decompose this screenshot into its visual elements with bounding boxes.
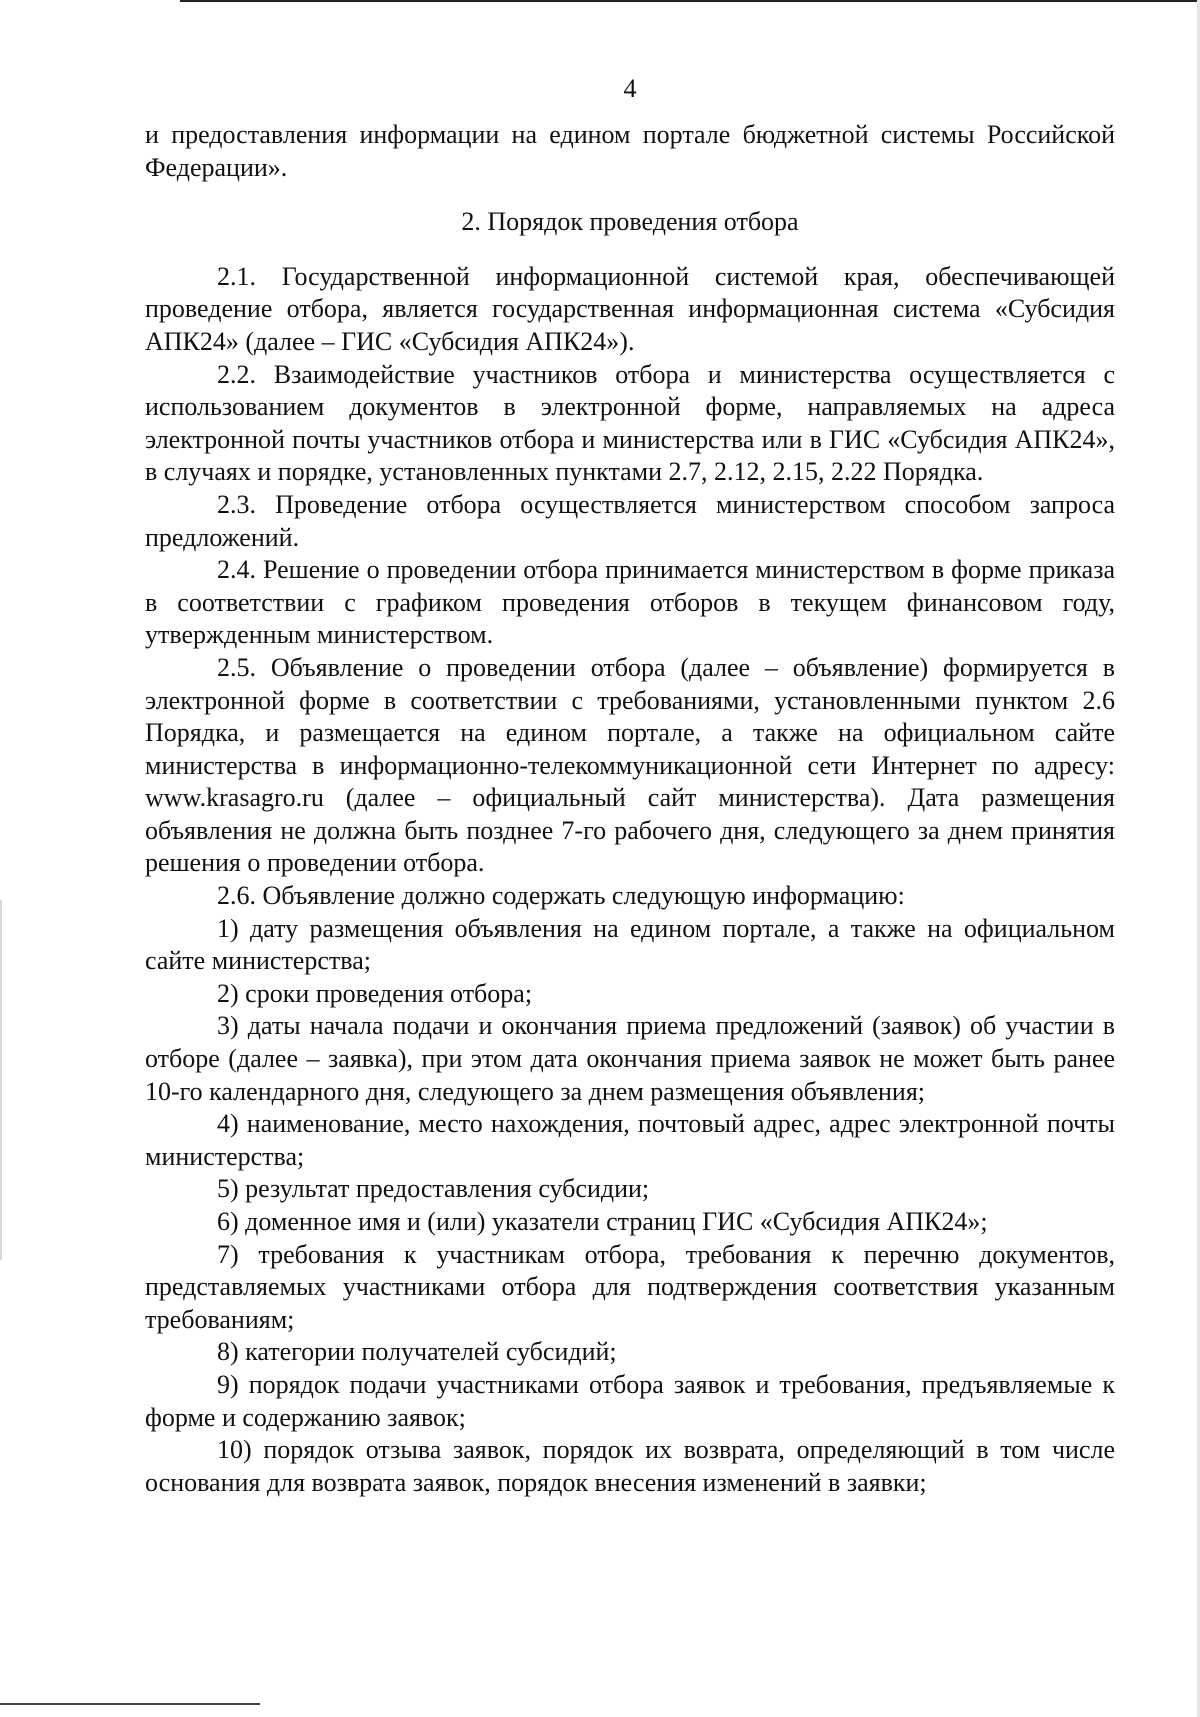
list-item-7: 7) требования к участникам отбора, требования к перечню документов, представляемых участниками отбора для подтверждения соответствия указанным требованиям; (145, 1239, 1115, 1334)
list-item-1: 1) дату размещения объявления на едином портале, а также на официальном сайте министерства; (145, 913, 1115, 976)
paragraph-2-3: 2.3. Проведение отбора осуществляется министерством способом запроса предложений. (145, 489, 1115, 552)
page-number: 4 (623, 74, 637, 103)
continuation-paragraph: и предоставления информации на едином портале бюджетной системы Российской Федерации». (145, 120, 1115, 182)
list-item-3: 3) даты начала подачи и окончания приема предложений (заявок) об участии в отборе (далее – заявка), при этом дата окончания приема заявок не может быть ранее 10-го календарного дня, следующего за днем размещения объявления; (145, 1011, 1115, 1106)
section-heading: 2. Порядок проведения отбора (461, 207, 799, 237)
list-item-2: 2) сроки проведения отбора; (217, 978, 533, 1008)
list-item-5: 5) результат предоставления субсидии; (217, 1174, 650, 1204)
scan-border-top (180, 0, 1200, 2)
document-body (145, 119, 1115, 1499)
list-item-8: 8) категории получателей субсидий; (217, 1337, 617, 1367)
scan-border-bottom (0, 1703, 260, 1705)
paragraph-2-2: 2.2. Взаимодействие участников отбора и министерства осуществляется с использованием документов в электронной форме, направляемых на адреса электронной почты участников отбора и министерства или в ГИС «Субсидия АПК24», в случаях и порядке, установленных пунктами 2.7, 2.12, 2.15, 2.22 Порядка. (145, 359, 1115, 487)
paragraph-2-5: 2.5. Объявление о проведении отбора (далее – объявление) формируется в электронной форме в соответствии с требованиями, установленными пунктом 2.6 Порядка, и размещается на едином портале, а также на официальном сайте министерства в информационно-телекоммуникационной сети Интернет по адресу: www.krasagro.ru (далее – официальный сайт министерства). Дата размещения объявления не должна быть позднее 7-го рабочего дня, следующего за днем принятия решения о проведении отбора. (145, 652, 1115, 878)
paragraph-2-6: 2.6. Объявление должно содержать следующую информацию: (217, 881, 905, 911)
list-item-9: 9) порядок подачи участниками отбора заявок и требования, предъявляемые к форме и содержанию заявок; (145, 1369, 1115, 1432)
scan-border-left (0, 900, 2, 1260)
paragraph-2-1: 2.1. Государственной информационной системой края, обеспечивающей проведение отбора, является государственная информационная система «Субсидия АПК24» (далее – ГИС «Субсидия АПК24»). (145, 261, 1115, 356)
list-item-4: 4) наименование, место нахождения, почтовый адрес, адрес электронной почты министерства; (145, 1109, 1115, 1171)
paragraph-2-4: 2.4. Решение о проведении отбора принимается министерством в форме приказа в соответствии с графиком проведения отборов в текущем финансовом году, утвержденным министерством. (145, 555, 1115, 650)
list-item-10: 10) порядок отзыва заявок, порядок их возврата, определяющий в том числе основания для возврата заявок, порядок внесения изменений в заявки; (145, 1435, 1115, 1497)
list-item-6: 6) доменное имя и (или) указатели страниц ГИС «Субсидия АПК24»; (217, 1207, 988, 1236)
